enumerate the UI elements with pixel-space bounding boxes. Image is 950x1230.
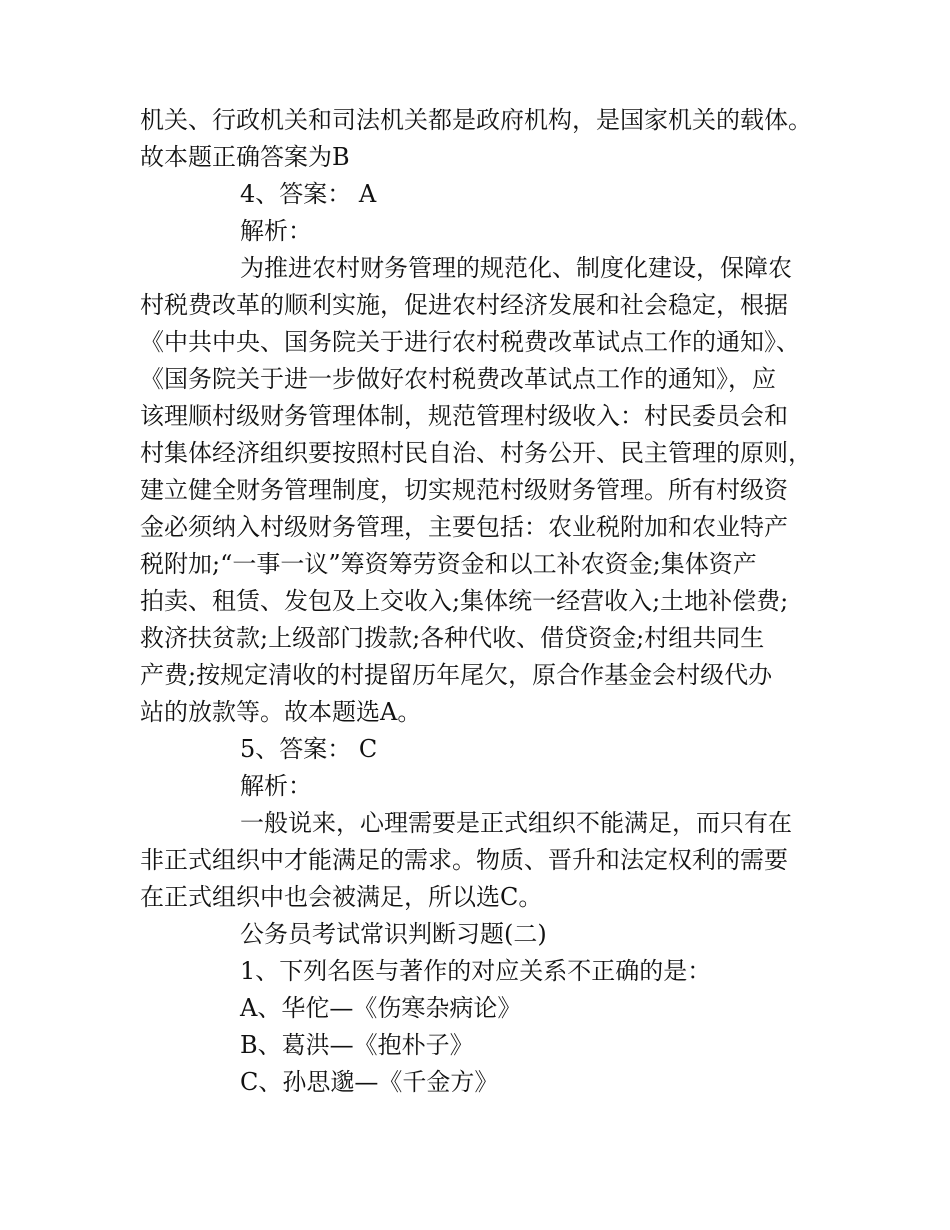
text-line: 税附加;“一事一议”筹资筹劳资金和以工补农资金;集体资产 (140, 550, 757, 578)
text-line: 产费;按规定清收的村提留历年尾欠，原合作基金会村级代办 (140, 661, 773, 689)
text-line: 救济扶贫款;上级部门拨款;各种代收、借贷资金;村组共同生 (140, 624, 765, 652)
text-line: 金必须纳入村级财务管理，主要包括：农业税附加和农业特产 (140, 513, 788, 541)
analysis-label: 解析： (240, 217, 312, 245)
text-line: 机关、行政机关和司法机关都是政府机构，是国家机关的载体。 (140, 106, 812, 134)
paragraph-start: 为推进农村财务管理的规范化、制度化建设，保障农 (240, 254, 792, 282)
answer-line: 4、答案： A (240, 180, 377, 208)
document-body (140, 102, 840, 1101)
text-line: 拍卖、租赁、发包及上交收入;集体统一经营收入;土地补偿费; (140, 587, 789, 615)
option-b: B、葛洪—《抱朴子》 (240, 1031, 474, 1059)
text-line: 非正式组织中才能满足的需求。物质、晋升和法定权利的需要 (140, 846, 788, 874)
text-line: 在正式组织中也会被满足，所以选C。 (140, 883, 543, 911)
option-c: C、孙思邈—《千金方》 (240, 1068, 499, 1096)
text-line: 建立健全财务管理制度，切实规范村级财务管理。所有村级资 (140, 476, 788, 504)
answer-line: 5、答案： C (240, 735, 378, 763)
text-line: 站的放款等。故本题选A。 (140, 698, 422, 726)
text-line: 《国务院关于进一步做好农村税费改革试点工作的通知》，应 (140, 365, 776, 393)
question-line: 1、下列名医与著作的对应关系不正确的是： (240, 957, 712, 985)
text-line: 村集体经济组织要按照村民自治、村务公开、民主管理的原则， (140, 439, 812, 467)
section-heading: 公务员考试常识判断习题(二) (240, 920, 547, 948)
option-a: A、华佗—《伤寒杂病论》 (240, 994, 522, 1022)
text-line: 故本题正确答案为B (140, 143, 350, 171)
text-line: 该理顺村级财务管理体制，规范管理村级收入：村民委员会和 (140, 402, 788, 430)
paragraph-start: 一般说来，心理需要是正式组织不能满足，而只有在 (240, 809, 792, 837)
text-line: 《中共中央、国务院关于进行农村税费改革试点工作的通知》、 (140, 328, 800, 356)
analysis-label: 解析： (240, 772, 312, 800)
text-line: 村税费改革的顺利实施，促进农村经济发展和社会稳定，根据 (140, 291, 788, 319)
